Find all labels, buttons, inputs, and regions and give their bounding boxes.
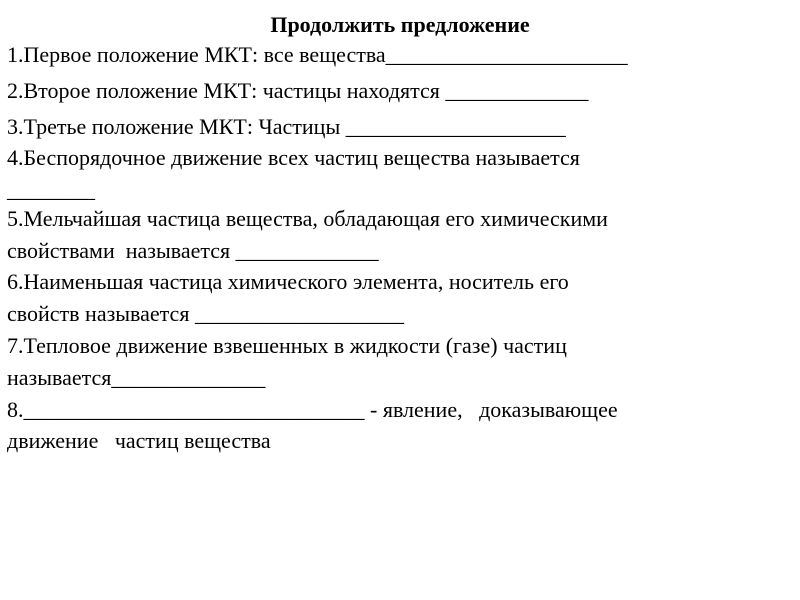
sentence-1-line: 1.Первое положение МКТ: все вещества______________________ xyxy=(7,42,628,67)
sentence-7-continuation: называется______________ xyxy=(7,365,266,390)
sentence-6-line: 6.Наименьшая частица химического элемента, носитель его xyxy=(7,269,569,294)
sentence-4-blank: ________ xyxy=(7,177,95,202)
sentence-2-line: 2.Второе положение МКТ: частицы находятся _____________ xyxy=(7,78,589,103)
worksheet-title: Продолжить предложение xyxy=(270,12,530,37)
sentence-6-continuation: свойств называется ___________________ xyxy=(7,301,404,326)
sentence-8-continuation: движение частиц вещества xyxy=(7,428,271,453)
sentence-5-line: 5.Мельчайшая частица вещества, обладающая его химическими xyxy=(7,206,608,231)
sentence-5-continuation: свойствами называется _____________ xyxy=(7,238,379,263)
sentence-8-line: 8._______________________________ - явление, доказывающее xyxy=(7,397,618,422)
sentence-7-line: 7.Тепловое движение взвешенных в жидкости (газе) частиц xyxy=(7,333,567,358)
sentence-3-line: 3.Третье положение МКТ: Частицы ____________________ xyxy=(7,114,566,139)
sentence-4-line: 4.Беспорядочное движение всех частиц вещества называется xyxy=(7,145,580,170)
